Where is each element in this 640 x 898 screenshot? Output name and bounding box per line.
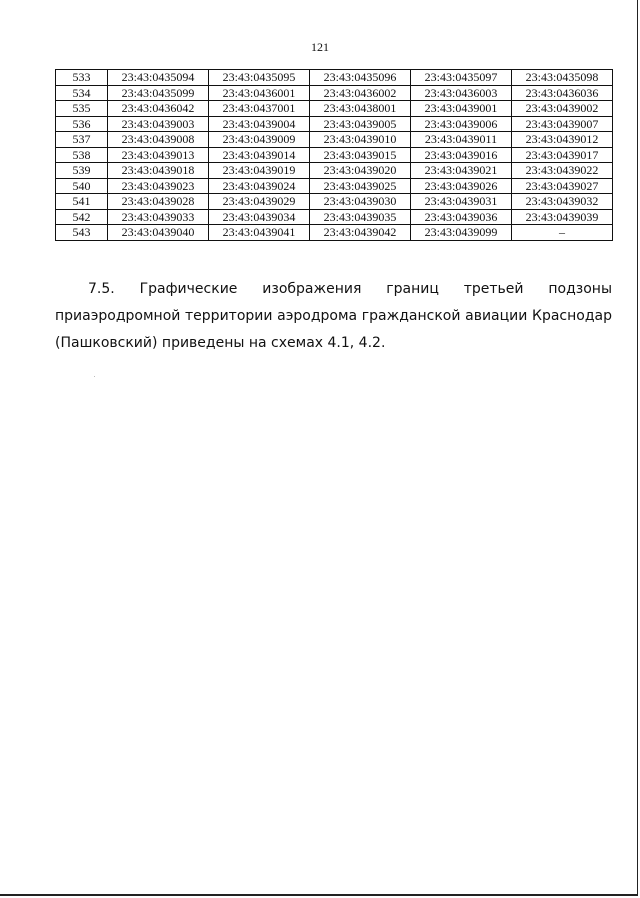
cadastral-number-cell: 23:43:0439007 [512, 116, 613, 132]
table-row [56, 178, 613, 194]
table-row [56, 101, 613, 117]
cadastral-number-cell: 23:43:0435096 [310, 70, 411, 86]
cadastral-number-cell: 23:43:0439030 [310, 194, 411, 210]
cadastral-number-cell: 23:43:0436001 [209, 85, 310, 101]
cadastral-number-cell: 23:43:0439008 [108, 132, 209, 148]
table-body [56, 70, 613, 241]
row-number-cell: 541 [56, 194, 108, 210]
cadastral-number-cell: 23:43:0439019 [209, 163, 310, 179]
cadastral-number-cell: 23:43:0439020 [310, 163, 411, 179]
row-number-cell: 538 [56, 147, 108, 163]
cadastral-number-cell: 23:43:0439018 [108, 163, 209, 179]
cadastral-number-cell: 23:43:0439016 [411, 147, 512, 163]
table-row [56, 147, 613, 163]
cadastral-number-cell: 23:43:0439024 [209, 178, 310, 194]
cadastral-number-cell: 23:43:0439005 [310, 116, 411, 132]
cadastral-number-cell: 23:43:0439039 [512, 209, 613, 225]
row-number-cell: 537 [56, 132, 108, 148]
cadastral-table [55, 69, 613, 241]
cadastral-number-cell: 23:43:0436036 [512, 85, 613, 101]
table-row [56, 85, 613, 101]
cadastral-number-cell: 23:43:0439004 [209, 116, 310, 132]
cadastral-number-cell: – [512, 225, 613, 241]
cadastral-number-cell: 23:43:0439041 [209, 225, 310, 241]
cadastral-number-cell: 23:43:0439014 [209, 147, 310, 163]
cadastral-number-cell: 23:43:0438001 [310, 101, 411, 117]
cadastral-number-cell: 23:43:0439040 [108, 225, 209, 241]
cadastral-number-cell: 23:43:0439002 [512, 101, 613, 117]
cadastral-number-cell: 23:43:0435098 [512, 70, 613, 86]
cadastral-number-cell: 23:43:0439009 [209, 132, 310, 148]
table-row [56, 163, 613, 179]
cadastral-number-cell: 23:43:0439042 [310, 225, 411, 241]
cadastral-number-cell: 23:43:0435099 [108, 85, 209, 101]
table-row [56, 132, 613, 148]
cadastral-number-cell: 23:43:0436042 [108, 101, 209, 117]
cadastral-number-cell: 23:43:0439027 [512, 178, 613, 194]
cadastral-number-cell: 23:43:0439031 [411, 194, 512, 210]
table-row [56, 225, 613, 241]
cadastral-number-cell: 23:43:0436002 [310, 85, 411, 101]
cadastral-number-cell: 23:43:0439032 [512, 194, 613, 210]
row-number-cell: 543 [56, 225, 108, 241]
cadastral-number-cell: 23:43:0439003 [108, 116, 209, 132]
row-number-cell: 542 [56, 209, 108, 225]
cadastral-number-cell: 23:43:0435097 [411, 70, 512, 86]
cadastral-number-cell: 23:43:0439026 [411, 178, 512, 194]
table-row [56, 194, 613, 210]
section-paragraph: 7.5. Графические изображения границ третьей подзоны приаэродромной территории аэродрома гражданской авиации Краснодар (Пашковский) приведены на схемах 4.1, 4.2. [55, 281, 612, 351]
cadastral-number-cell: 23:43:0439099 [411, 225, 512, 241]
cadastral-number-cell: 23:43:0439033 [108, 209, 209, 225]
cadastral-number-cell: 23:43:0439035 [310, 209, 411, 225]
cadastral-number-cell: 23:43:0439011 [411, 132, 512, 148]
cadastral-number-cell: 23:43:0437001 [209, 101, 310, 117]
row-number-cell: 534 [56, 85, 108, 101]
cadastral-number-cell: 23:43:0439015 [310, 147, 411, 163]
cadastral-number-cell: 23:43:0439022 [512, 163, 613, 179]
cadastral-number-cell: 23:43:0435095 [209, 70, 310, 86]
row-number-cell: 533 [56, 70, 108, 86]
row-number-cell: 539 [56, 163, 108, 179]
cadastral-number-cell: 23:43:0439036 [411, 209, 512, 225]
cadastral-number-cell: 23:43:0439013 [108, 147, 209, 163]
cadastral-number-cell: 23:43:0439034 [209, 209, 310, 225]
row-number-cell: 535 [56, 101, 108, 117]
page-number: 121 [311, 40, 329, 54]
cadastral-number-cell: 23:43:0439028 [108, 194, 209, 210]
cadastral-number-cell: 23:43:0439001 [411, 101, 512, 117]
cadastral-number-cell: 23:43:0439010 [310, 132, 411, 148]
table-row [56, 116, 613, 132]
cadastral-number-cell: 23:43:0436003 [411, 85, 512, 101]
cadastral-number-cell: 23:43:0439012 [512, 132, 613, 148]
cadastral-number-cell: 23:43:0439023 [108, 178, 209, 194]
scan-speck [94, 376, 95, 377]
cadastral-number-cell: 23:43:0439025 [310, 178, 411, 194]
row-number-cell: 540 [56, 178, 108, 194]
cadastral-number-cell: 23:43:0439021 [411, 163, 512, 179]
row-number-cell: 536 [56, 116, 108, 132]
table-row [56, 70, 613, 86]
cadastral-number-cell: 23:43:0439029 [209, 194, 310, 210]
cadastral-number-cell: 23:43:0439006 [411, 116, 512, 132]
table-row [56, 209, 613, 225]
cadastral-number-cell: 23:43:0435094 [108, 70, 209, 86]
cadastral-number-cell: 23:43:0439017 [512, 147, 613, 163]
